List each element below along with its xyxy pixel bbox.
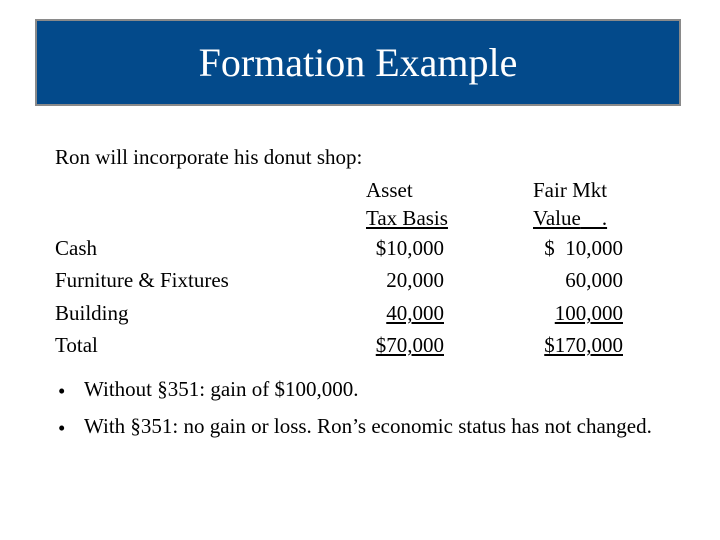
- tax-basis-cash: $10,000: [375, 236, 444, 260]
- bullet-dot-icon: •: [58, 416, 66, 440]
- row-label-building: Building: [55, 301, 129, 325]
- fmv-cash: $ 10,000: [544, 236, 623, 260]
- bullet-text-1: Without §351: gain of $100,000.: [84, 377, 359, 401]
- tax-basis-header-line2: Tax Basis: [366, 206, 448, 230]
- row-label-total: Total: [55, 333, 98, 357]
- bullet-dot-icon: •: [58, 379, 66, 403]
- slide-title: Formation Example: [198, 39, 518, 85]
- fmv-header-line2-text: Value: [533, 206, 581, 230]
- tax-basis-furniture: 20,000: [386, 268, 444, 292]
- intro-text: Ron will incorporate his donut shop:: [55, 145, 363, 169]
- tax-basis-building: 40,000: [386, 301, 444, 325]
- tax-basis-header-line1: Asset: [366, 178, 413, 202]
- fmv-building: 100,000: [554, 301, 623, 325]
- title-banner: [35, 19, 681, 106]
- fmv-header-line1: Fair Mkt: [533, 178, 608, 202]
- row-label-cash: Cash: [55, 236, 97, 260]
- bullet-text-2: With §351: no gain or loss. Ron’s economic status has not changed.: [84, 414, 652, 438]
- fmv-header-line2: Value .: [533, 206, 608, 230]
- tax-basis-total: $70,000: [375, 333, 444, 357]
- fmv-furniture: 60,000: [565, 268, 623, 292]
- row-label-furniture: Furniture & Fixtures: [55, 268, 229, 292]
- fmv-total: $170,000: [544, 333, 623, 357]
